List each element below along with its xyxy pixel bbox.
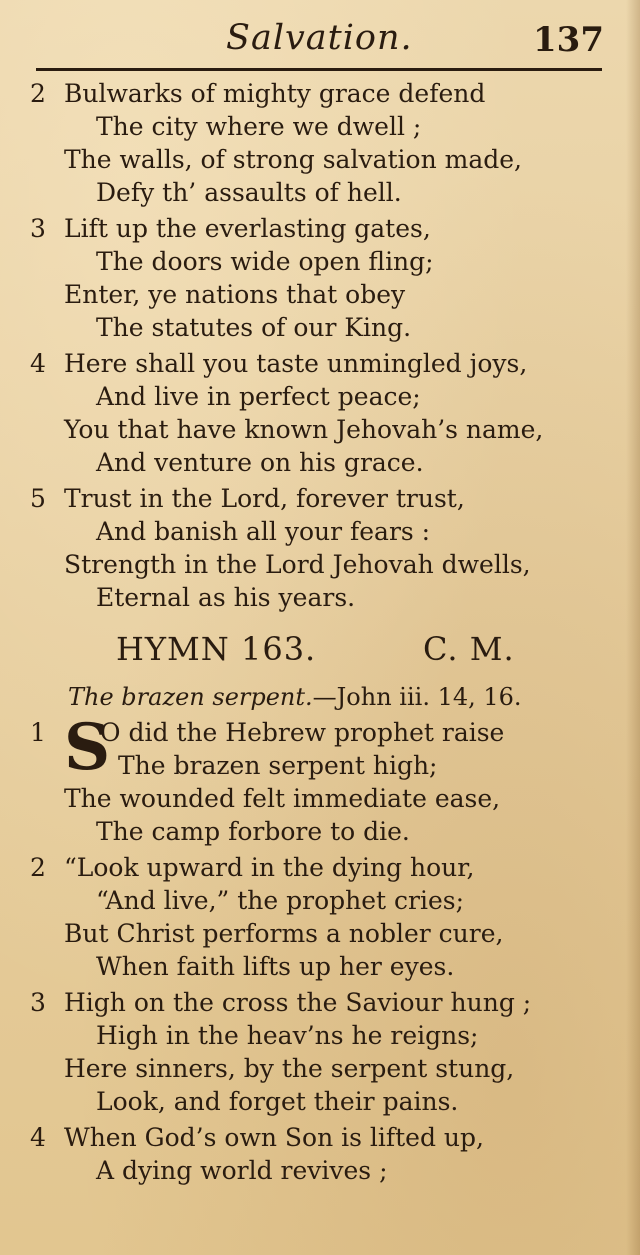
stanza-3 [30, 986, 605, 1118]
hymn-heading [30, 624, 605, 678]
verse-line: Strength in the Lord Jehovah dwells, [64, 550, 531, 579]
page-header [36, 18, 612, 62]
hymn-subtitle-reference: —John iii. 14, 16. [312, 683, 522, 711]
verse-line: Eternal as his years. [96, 583, 356, 612]
stanza-number: 4 [30, 349, 46, 378]
stanza-number: 2 [30, 853, 46, 882]
header-rule [36, 68, 602, 71]
verse-line: When faith lifts up her eyes. [96, 952, 455, 981]
verse-line: The city where we dwell ; [96, 112, 422, 141]
verse-line: High in the heav’ns he reigns; [96, 1021, 479, 1050]
verse-line: But Christ performs a nobler cure, [64, 919, 504, 948]
verse-line: Bulwarks of mighty grace defend [64, 79, 486, 108]
verse-line: Here shall you taste unmingled joys, [64, 349, 528, 378]
verse-line: Look, and forget their pains. [96, 1087, 459, 1116]
verse-line: O did the Hebrew prophet raise [100, 718, 505, 747]
stanza-prev-5 [30, 482, 605, 614]
verse-line: Enter, ye nations that obey [64, 280, 406, 309]
page-content [30, 77, 605, 1190]
drop-cap: S [64, 710, 111, 785]
verse-line: And banish all your fears : [96, 517, 431, 546]
verse-line: Defy th’ assaults of hell. [96, 178, 402, 207]
stanza-number: 4 [30, 1123, 46, 1152]
stanza-number: 1 [30, 718, 46, 747]
stanza-4 [30, 1121, 605, 1187]
verse-line: You that have known Jehovah’s name, [64, 415, 544, 444]
verse-line: And live in perfect peace; [96, 382, 421, 411]
verse-line: Trust in the Lord, forever trust, [64, 484, 465, 513]
page-number: 137 [533, 20, 604, 60]
hymn-meter: C. M. [423, 630, 515, 668]
verse-line: A dying world revives ; [96, 1156, 388, 1185]
verse-line: The doors wide open fling; [96, 247, 434, 276]
stanza-number: 3 [30, 214, 46, 243]
verse-line: High on the cross the Saviour hung ; [64, 988, 532, 1017]
verse-line: When God’s own Son is lifted up, [64, 1123, 484, 1152]
verse-line: The walls, of strong salvation made, [64, 145, 522, 174]
stanza-prev-3 [30, 212, 605, 344]
hymn-subtitle [30, 678, 605, 716]
stanza-number: 3 [30, 988, 46, 1017]
verse-line: The wounded felt immediate ease, [64, 784, 501, 813]
verse-line: And venture on his grace. [96, 448, 424, 477]
stanza-prev-2 [30, 77, 605, 209]
hymn-subtitle-title: The brazen serpent. [68, 683, 313, 711]
verse-line: Lift up the everlasting gates, [64, 214, 431, 243]
verse-line: “And live,” the prophet cries; [96, 886, 465, 915]
page-edge-shadow [626, 0, 640, 1255]
stanza-2 [30, 851, 605, 983]
hymn-title: HYMN 163. [116, 630, 317, 668]
stanza-1 [30, 710, 605, 848]
stanza-number: 5 [30, 484, 46, 513]
stanza-number: 2 [30, 79, 46, 108]
running-title: Salvation. [226, 18, 413, 58]
verse-line: The statutes of our King. [96, 313, 412, 342]
verse-line: “Look upward in the dying hour, [64, 853, 475, 882]
verse-line: Here sinners, by the serpent stung, [64, 1054, 515, 1083]
verse-line: The camp forbore to die. [96, 817, 410, 846]
verse-line: The brazen serpent high; [118, 751, 438, 780]
stanza-prev-4 [30, 347, 605, 479]
